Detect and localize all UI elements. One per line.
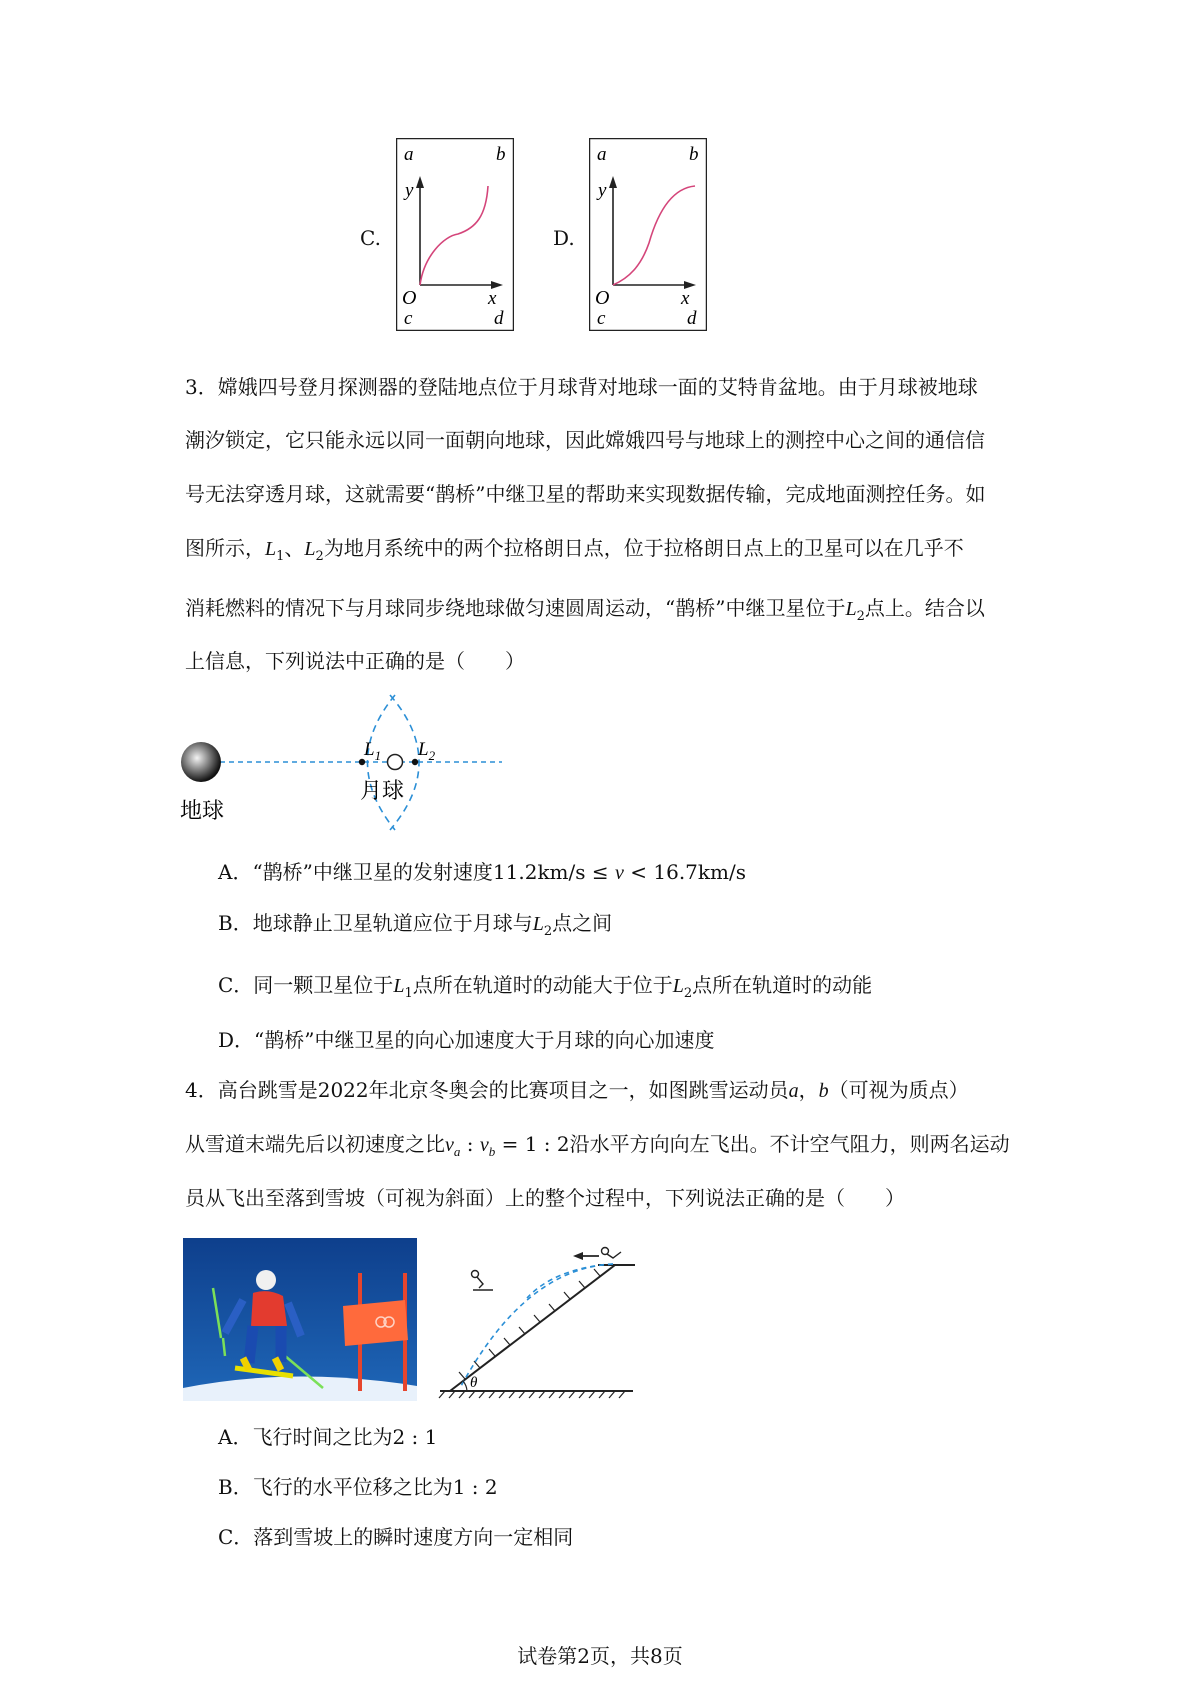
q3-option-c[interactable] <box>218 970 872 1009</box>
q3-l1-subscript: 1 <box>276 549 285 564</box>
graph-c-x-label: x <box>488 288 497 309</box>
q3-option-c-sub2: 2 <box>683 986 693 1001</box>
earth-label: 地球 <box>180 798 225 823</box>
graph-d-y-label: y <box>598 180 607 201</box>
q3-option-a-text: A．“鹊桥”中继卫星的发射速度 <box>218 860 493 884</box>
l2-label: $L_2$ <box>418 739 436 763</box>
q4-line-1 <box>185 1075 969 1106</box>
moon-icon <box>388 755 403 770</box>
q4-vb-sub: b <box>488 1144 496 1159</box>
q4-option-a-text: A．飞行时间之比为 <box>218 1425 393 1449</box>
ground-hatching <box>439 1391 625 1398</box>
slope-line <box>450 1265 615 1391</box>
q3-line-5-text-a: 消耗燃料的情况下与月球同步绕地球做匀速圆周运动，“鹊桥”中继卫星位于 <box>185 596 846 620</box>
graph-c-corner-a: a <box>404 144 414 165</box>
q3-option-b-text-a: B．地球静止卫星轨道应位于月球与 <box>218 911 533 935</box>
theta-arc <box>463 1381 467 1391</box>
q4-athlete-a: a <box>788 1080 799 1102</box>
q4-year: 2022 <box>317 1078 369 1102</box>
q3-option-b-text-b: 点之间 <box>552 911 613 935</box>
q4-va-sub: a <box>453 1144 461 1159</box>
q3-l1-symbol: L <box>265 538 277 560</box>
athlete-a-body <box>607 1252 621 1258</box>
q3-line-4-text-c: 为地月系统中的两个拉格朗日点，位于拉格朗日点上的卫星可以在几乎不 <box>323 536 964 560</box>
q4-line-3: 员从飞出至落到雪坡（可视为斜面）上的整个过程中，下列说法正确的是（ ） <box>185 1186 905 1210</box>
q3-line-4-text-b: 、 <box>284 536 305 560</box>
q3-line-4-text-a: 图所示， <box>185 536 265 560</box>
q3-line-6: 上信息，下列说法中正确的是（ ） <box>185 649 525 673</box>
q4-line-2-text-a: 从雪道末端先后以初速度之比 <box>185 1132 445 1156</box>
q3-l2-symbol-b: L <box>845 598 857 620</box>
graph-d-x-label: x <box>681 288 690 309</box>
ski-jump-photo <box>183 1238 417 1401</box>
q3-option-c-text-c: 点所在轨道时的动能 <box>692 973 873 997</box>
q4-line-1-text-a: 4．高台跳雪是 <box>185 1078 318 1102</box>
earth-moon-diagram <box>180 690 510 835</box>
trajectory-b <box>527 1264 613 1298</box>
graph-d-corner-a: a <box>597 144 607 165</box>
earth-icon <box>181 742 221 782</box>
q3-option-c-l1: L <box>393 975 405 997</box>
q3-option-c-sub1: 1 <box>404 986 413 1001</box>
graph-d-origin: O <box>595 287 610 309</box>
graph-d <box>589 138 707 331</box>
q3-option-d[interactable]: D．“鹊桥”中继卫星的向心加速度大于月球的向心加速度 <box>218 1028 715 1052</box>
graph-c-origin: O <box>402 287 417 309</box>
q3-line-2: 潮汐锁定，它只能永远以同一面朝向地球，因此嫦娥四号与地球上的测控中心之间的通信信 <box>185 428 985 452</box>
q3-option-b-l: L <box>532 913 544 935</box>
athlete-a-head <box>602 1248 609 1255</box>
slope-hatching <box>459 1269 600 1379</box>
q3-l2-subscript-b: 2 <box>856 609 865 624</box>
velocity-arrow-head <box>573 1252 583 1260</box>
q3-option-a-v: v <box>615 862 624 884</box>
athlete-b-body <box>473 1277 493 1290</box>
graph-c-corner-b: b <box>496 144 506 165</box>
q3-option-a-range-high: < 16.7km/s <box>623 860 746 884</box>
q4-athlete-b: b <box>818 1080 829 1102</box>
graph-c-y-label: y <box>405 180 414 201</box>
q3-l2-subscript: 2 <box>315 549 324 564</box>
slope-diagram <box>435 1238 635 1401</box>
q4-option-c[interactable]: C．落到雪坡上的瞬时速度方向一定相同 <box>218 1525 574 1549</box>
q3-l2-symbol: L <box>304 538 316 560</box>
q4-option-b[interactable] <box>218 1472 498 1502</box>
q3-option-b-sub: 2 <box>543 924 553 939</box>
graph-d-corner-c: c <box>597 308 606 329</box>
q4-line-2-text-c: 沿水平方向向左飞出。不计空气阻力，则两名运动 <box>569 1132 1010 1156</box>
graph-d-corner-d: d <box>687 308 697 329</box>
option-d-label: D. <box>553 226 575 250</box>
q4-vb-v: v <box>479 1134 489 1156</box>
q4-ratio-colon: : <box>460 1132 480 1156</box>
q4-line-1-text-g: （可视为质点） <box>828 1078 969 1102</box>
q3-option-c-text-a: C．同一颗卫星位于 <box>218 973 394 997</box>
graph-c-y-arrow <box>416 176 424 188</box>
moon-label: 月球 <box>360 778 405 803</box>
q3-option-b[interactable] <box>218 908 612 947</box>
q4-va-v: v <box>445 1134 454 1156</box>
q4-option-a[interactable] <box>218 1422 437 1452</box>
q3-option-a[interactable] <box>218 857 746 888</box>
graph-c-corner-d: d <box>494 308 504 329</box>
q3-line-5 <box>185 593 985 632</box>
q4-option-b-ratio: 1 : 2 <box>452 1475 498 1499</box>
l1-label: $L_1$ <box>364 739 382 763</box>
page-footer: 试卷第2页，共8页 <box>517 1644 683 1668</box>
q3-line-1: 3．嫦娥四号登月探测器的登陆地点位于月球背对地球一面的艾特肯盆地。由于月球被地球 <box>185 375 978 399</box>
q3-line-4 <box>185 533 964 572</box>
theta-label: θ <box>470 1375 478 1391</box>
q4-line-2 <box>185 1129 1010 1167</box>
q4-ratio-value: = 1 : 2 <box>495 1132 570 1156</box>
q4-option-b-text: B．飞行的水平位移之比为 <box>218 1475 453 1499</box>
q3-line-5-text-b: 点上。结合以 <box>864 596 985 620</box>
graph-c <box>396 138 514 331</box>
graph-d-y-arrow <box>609 176 617 188</box>
graph-c-corner-c: c <box>404 308 413 329</box>
q3-line-3: 号无法穿透月球，这就需要“鹊桥”中继卫星的帮助来实现数据传输，完成地面测控任务。如 <box>185 482 986 506</box>
graph-d-corner-b: b <box>689 144 699 165</box>
q4-option-a-ratio: 2 : 1 <box>392 1425 438 1449</box>
athlete-b-head <box>472 1271 479 1278</box>
option-c-label: C. <box>360 226 381 250</box>
q4-comma: ， <box>798 1078 819 1102</box>
graph-c-curve <box>420 186 488 285</box>
q3-option-c-l2: L <box>672 975 684 997</box>
graph-d-curve <box>613 186 695 285</box>
q3-option-a-range-low: 11.2km/s ≤ <box>492 860 615 884</box>
q3-option-c-text-b: 点所在轨道时的动能大于位于 <box>412 973 673 997</box>
q4-line-1-text-c: 年北京冬奥会的比赛项目之一，如图跳雪运动员 <box>368 1078 789 1102</box>
